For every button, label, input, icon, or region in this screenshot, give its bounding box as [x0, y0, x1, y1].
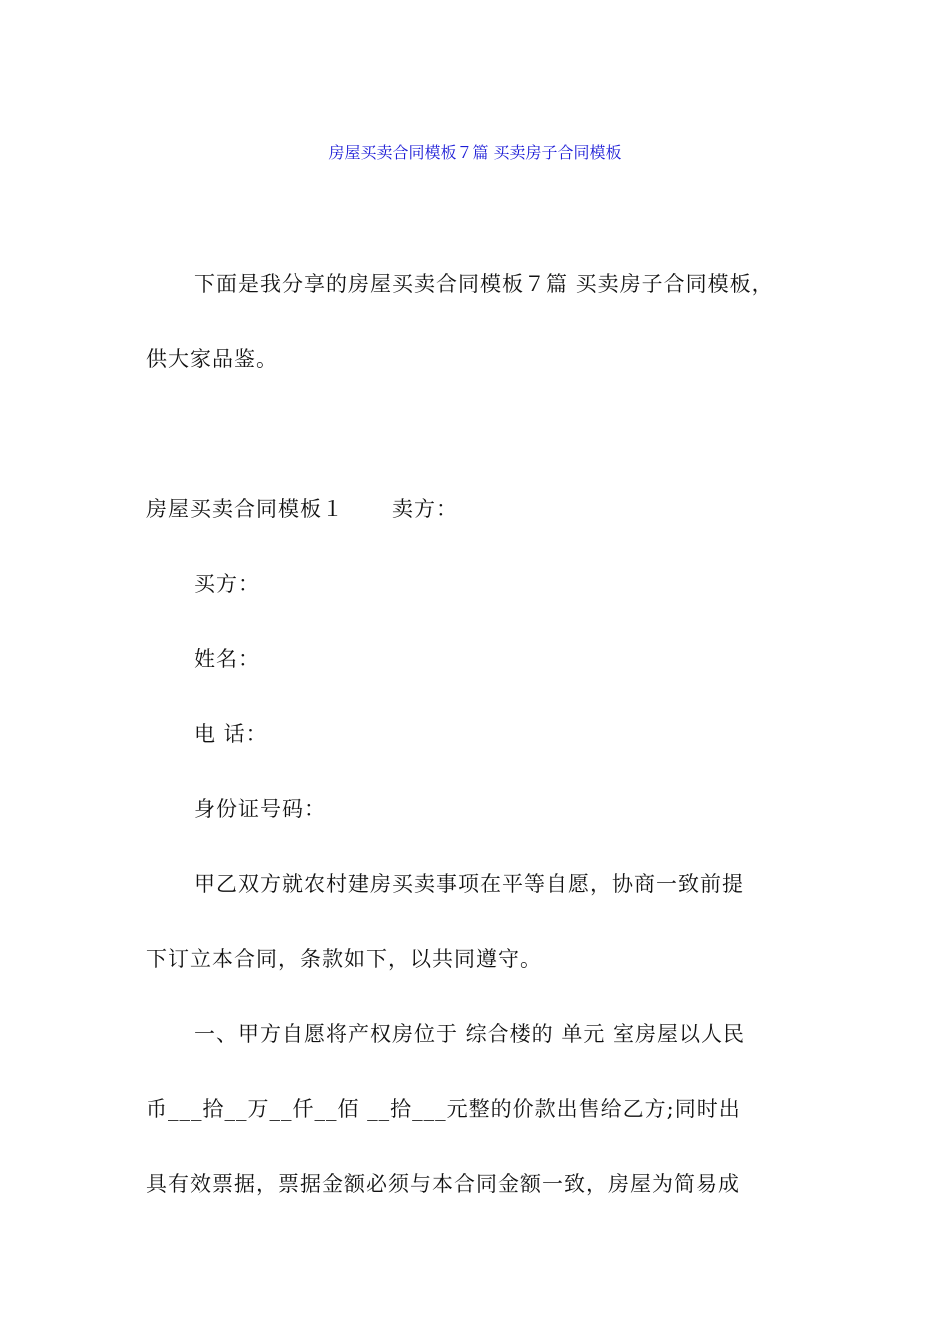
intro-line-1: 下面是我分享的房屋买卖合同模板７篇 买卖房子合同模板，	[194, 272, 774, 296]
id-number-label: 身份证号码：	[194, 797, 326, 821]
template-heading: 房屋买卖合同模板１	[146, 497, 344, 521]
seller-label: 卖方：	[392, 497, 458, 521]
intro-line-2: 供大家品鉴。	[146, 347, 278, 371]
phone-label: 电 话：	[194, 722, 268, 746]
clause-line: 一、甲方自愿将产权房位于 综合楼的 单元 室房屋以人民	[194, 1022, 746, 1046]
paragraph-line: 甲乙双方就农村建房买卖事项在平等自愿，协商一致前提	[194, 872, 744, 896]
template-heading-row	[146, 494, 458, 524]
document-title: 房屋买卖合同模板７篇 买卖房子合同模板	[328, 143, 622, 162]
name-label: 姓名：	[194, 647, 260, 671]
paragraph-line: 下订立本合同，条款如下，以共同遵守。	[146, 947, 542, 971]
clause-line: 币___拾__万__仟__佰 __拾___元整的价款出售给乙方;同时出	[146, 1097, 741, 1121]
clause-line: 具有效票据，票据金额必须与本合同金额一致，房屋为简易成	[146, 1172, 740, 1196]
buyer-label: 买方：	[194, 572, 260, 596]
